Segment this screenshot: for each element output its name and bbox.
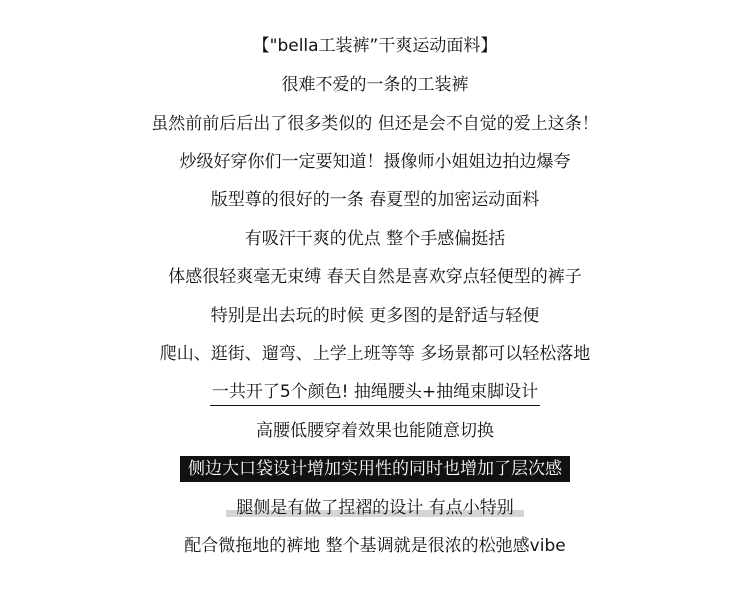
line-text: 炒级好穿你们一定要知道！摄像师小姐姐边拍边爆夸 [179, 152, 571, 172]
text-line [0, 220, 750, 258]
text-line [0, 143, 750, 181]
title-line [0, 27, 750, 65]
line-text: 虽然前前后后出了很多类似的 但还是会不自觉的爱上这条！ [151, 114, 599, 134]
line-text: 版型尊的很好的一条 春夏型的加密运动面料 [210, 190, 540, 210]
dark-band-text: 侧边大口袋设计增加实用性的同时也增加了层次感 [180, 456, 570, 482]
title-text: 【"bella工装裤”干爽运动面料】 [252, 36, 498, 56]
underlined-text: 一共开了5个颜色! 抽绳腰头+抽绳束脚设计 [210, 381, 540, 406]
line-text: 配合微拖地的裤地 整个基调就是很浓的松弛感vibe [184, 536, 566, 556]
text-line [0, 335, 750, 373]
line-text: 体感很轻爽毫无束缚 春天自然是喜欢穿点轻便型的裤子 [168, 267, 582, 287]
highlighted-text: 腿侧是有做了捏褶的设计 有点小特别 [226, 497, 523, 519]
text-line [0, 181, 750, 219]
highlighted-line [0, 489, 750, 527]
text-line [0, 297, 750, 335]
text-line [0, 258, 750, 296]
text-line [0, 412, 750, 450]
line-text: 爬山、逛街、遛弯、上学上班等等 多场景都可以轻松落地 [159, 344, 591, 364]
text-line [0, 105, 750, 143]
line-text: 很难不爱的一条的工装裤 [281, 75, 469, 95]
line-text: 高腰低腰穿着效果也能随意切换 [256, 421, 494, 441]
line-text: 特别是出去玩的时候 更多图的是舒适与轻便 [210, 306, 540, 326]
dark-band-line [0, 450, 750, 488]
text-line [0, 527, 750, 565]
underlined-line [0, 374, 750, 412]
text-line [0, 66, 750, 104]
line-text: 有吸汗干爽的优点 整个手感偏挺括 [244, 229, 506, 249]
